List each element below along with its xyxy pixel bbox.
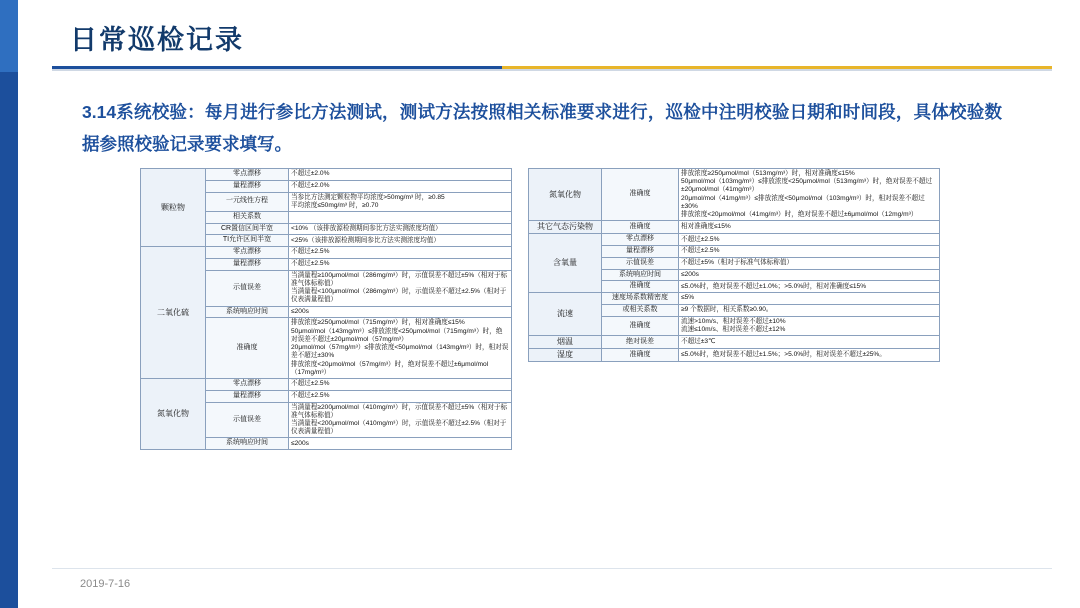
table-cell-value: 不超过±2.5% — [289, 247, 512, 259]
table-cell-item: 相关系数 — [206, 211, 289, 223]
table-cell-value: 不超过±2.5% — [679, 246, 940, 258]
table-row — [529, 221, 940, 234]
table-cell-value: 排放浓度≥250μmol/mol（715mg/m³）时，相对准确度≤15% 50μmol/mol（143mg/m³）≤排放浓度<250μmol/mol（715mg/m³）时，绝对误差不超过±20μmol/mol（57mg/m³） 20μmol/mol（57mg/m³）≤排放浓度<50μmol/mol（143mg/m³）时，相对误差不超过±30% 排放浓度<20μmol/mol（57mg/m³）时，绝对误差不超过±6μmol/mol（17mg/m³） — [289, 318, 512, 379]
table-cell-value: 当满量程≥100μmol/mol（286mg/m³）时，示值误差不超过±5%（相对于标准气体标称值） 当满量程<100μmol/mol（286mg/m³）时，示值误差不超过±2.5%（相对于仪表满量程值） — [289, 270, 512, 306]
table-row — [529, 349, 940, 362]
table-cell-item: 速度场系数精密度 — [602, 293, 679, 305]
table-cell-category: 二氧化硫 — [141, 247, 206, 379]
table-cell-value — [289, 211, 512, 223]
table-cell-item: 准确度 — [206, 318, 289, 379]
table-cell-category: 氮氧化物 — [141, 379, 206, 450]
table-cell-value: 不超过±2.5% — [289, 379, 512, 391]
table-cell-item: 系统响应时间 — [602, 269, 679, 281]
page-title: 日常巡检记录 — [70, 25, 244, 55]
table-cell-value: 当满量程≥200μmol/mol（410mg/m³）时，示值误差不超过±5%（相对于标准气体标称值） 当满量程<200μmol/mol（410mg/m³）时，示值误差不超过±2.5%（相对于仪表满量程值） — [289, 402, 512, 438]
table-cell-value: <25%（该排放源检测期间参比方法实测浓度均值） — [289, 235, 512, 247]
table-cell-item: 准确度 — [602, 281, 679, 293]
table-cell-item: 系统响应时间 — [206, 438, 289, 450]
table-cell-value: 流速>10m/s、相对误差不超过±10% 流速≤10m/s、相对误差不超过±12% — [679, 316, 940, 335]
table-cell-item: 或相关系数 — [602, 304, 679, 316]
table-cell-value: 不超过±2.5% — [679, 234, 940, 246]
table-row — [529, 234, 940, 246]
table-cell-value: 不超过±2.0% — [289, 169, 512, 181]
table-cell-item: 示值误差 — [602, 257, 679, 269]
title-divider-secondary — [52, 69, 1052, 71]
table-cell-item: 准确度 — [602, 349, 679, 362]
table-cell-item: 一元线性方程 — [206, 192, 289, 211]
table-cell-item: 零点漂移 — [206, 247, 289, 259]
table-cell-value: ≤5.0%时，绝对误差不超过±1.0%；>5.0%时，相对准确度≤15% — [679, 281, 940, 293]
table-cell-item: 准确度 — [602, 221, 679, 234]
table-cell-item: 零点漂移 — [206, 169, 289, 181]
table-cell-item: 系统响应时间 — [206, 306, 289, 318]
left-accent-bar — [0, 0, 18, 608]
table-cell-category: 流速 — [529, 293, 602, 336]
table-cell-category: 含氧量 — [529, 234, 602, 293]
table-cell-value: 不超过±2.5% — [289, 258, 512, 270]
table-row — [529, 336, 940, 349]
table-cell-value: ≤200s — [289, 438, 512, 450]
right-spec-table — [528, 168, 940, 362]
table-cell-item: 示值误差 — [206, 270, 289, 306]
left-spec-table — [140, 168, 512, 450]
table-cell-item: 示值误差 — [206, 402, 289, 438]
table-cell-item: 绝对误差 — [602, 336, 679, 349]
table-cell-value: 不超过±2.0% — [289, 180, 512, 192]
table-cell-item: 零点漂移 — [206, 379, 289, 391]
table-cell-value: 当参比方法测定颗粒物平均浓度>50mg/m³ 时，≥0.85 平均浓度≤50mg/m³ 时，≥0.70 — [289, 192, 512, 211]
table-row — [141, 169, 512, 181]
table-cell-category: 颗粒物 — [141, 169, 206, 247]
table-cell-item: 量程漂移 — [206, 390, 289, 402]
footer-divider — [52, 568, 1052, 569]
table-cell-value: ≤5% — [679, 293, 940, 305]
table-cell-item: 量程漂移 — [206, 258, 289, 270]
table-cell-value: ≤200s — [289, 306, 512, 318]
table-cell-category: 其它气态污染物 — [529, 221, 602, 234]
table-cell-category: 湿度 — [529, 349, 602, 362]
footer-date: 2019-7-16 — [80, 578, 131, 590]
table-cell-value: <10% （该排放源检测期间参比方法实测浓度均值） — [289, 223, 512, 235]
table-cell-value: ≤200s — [679, 269, 940, 281]
table-cell-value: 相对准确度≤15% — [679, 221, 940, 234]
table-cell-value: 不超过±5%（相对于标准气体标称值） — [679, 257, 940, 269]
table-cell-category: 氮氧化物 — [529, 169, 602, 221]
table-cell-item: CR置信区间半宽 — [206, 223, 289, 235]
table-row — [529, 293, 940, 305]
table-cell-value: ≥9 个数据时，相关系数≥0.90。 — [679, 304, 940, 316]
table-cell-value: ≤5.0%时，绝对误差不超过±1.5%；>5.0%时，相对误差不超过±25%。 — [679, 349, 940, 362]
right-table — [528, 168, 940, 362]
table-cell-value: 排放浓度≥250μmol/mol（513mg/m³）时，相对准确度≤15% 50μmol/mol（103mg/m³）≤排放浓度<250μmol/mol（513mg/m³）时，绝对误差不超过±20μmol/mol（41mg/m³） 20μmol/mol（41mg/m³）≤排放浓度<50μmol/mol（103mg/m³）时，相对误差不超过±30% 排放浓度<20μmol/mol（41mg/m³）时，绝对误差不超过±6μmol/mol（12mg/m³） — [679, 169, 940, 221]
table-cell-item: 准确度 — [602, 169, 679, 221]
table-cell-item: 零点漂移 — [602, 234, 679, 246]
table-cell-item: 量程漂移 — [206, 180, 289, 192]
table-row — [141, 379, 512, 391]
intro-paragraph: 3.14系统校验：每月进行参比方法测试，测试方法按照相关标准要求进行，巡检中注明校验日期和时间段，具体校验数据参照校验记录要求填写。 — [82, 102, 1002, 154]
table-row — [141, 247, 512, 259]
table-cell-item: TI允许区间半宽 — [206, 235, 289, 247]
table-cell-value: 不超过±2.5% — [289, 390, 512, 402]
table-cell-item: 准确度 — [602, 316, 679, 335]
table-row — [529, 169, 940, 221]
table-cell-item: 量程漂移 — [602, 246, 679, 258]
table-cell-value: 不超过±3℃ — [679, 336, 940, 349]
table-cell-category: 烟温 — [529, 336, 602, 349]
left-table — [140, 168, 512, 450]
left-accent-bar-top — [0, 0, 18, 72]
